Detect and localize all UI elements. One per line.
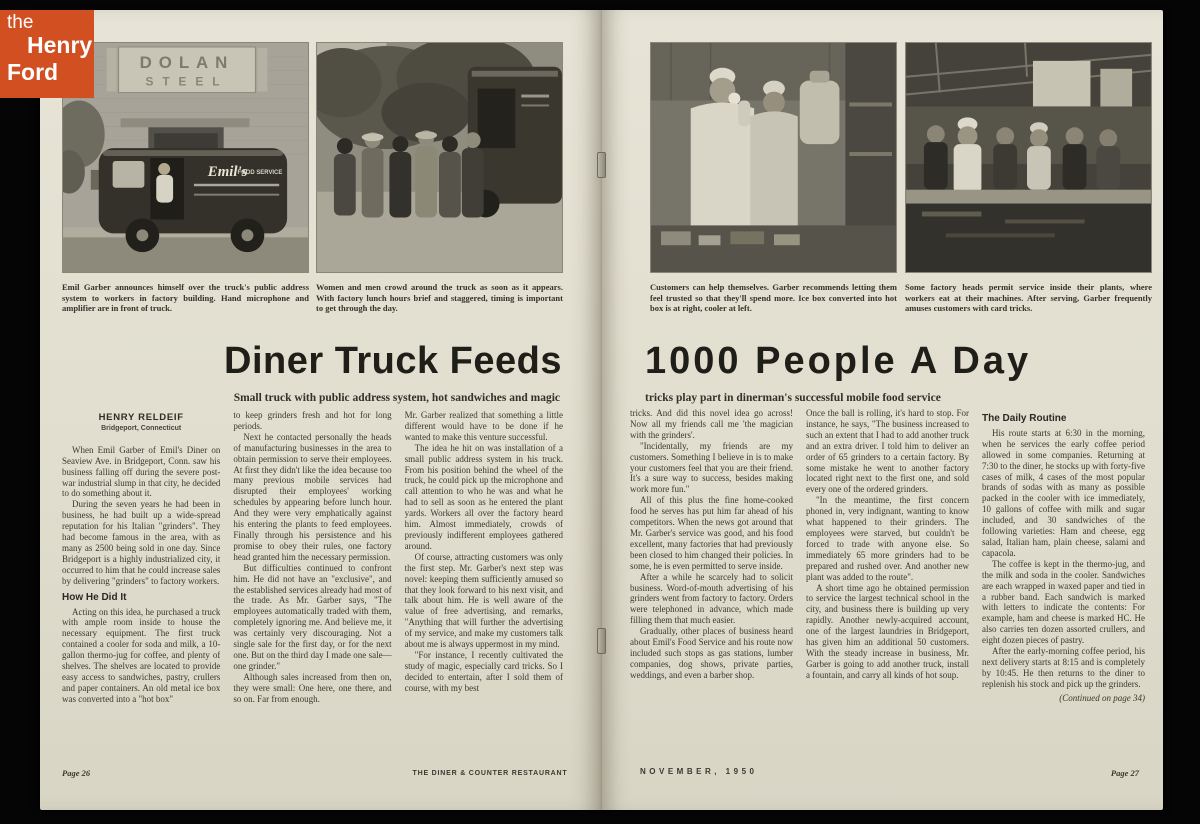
dolan-sign-text: DOLAN	[139, 52, 235, 72]
body-paragraph: All of this plus the fine home-cooked food he serves has put him far ahead of his competitors. When the news got around that Mr. Garber's service was good, and his food excellent, many factories that had previously been closed to him changed their policies. In some, he is even permitted to serve inside.	[630, 495, 793, 571]
body-paragraph: The coffee is kept in the thermo-jug, and the milk and soda in the cooler. Sandwiches are each wrapped in waxed paper and tied in a rubber band. Each sandwich is marked with letters to indicate the contents: For example, ham and cheese is marked HC. He also carries ten dozen assorted crullers, and eight dozen pieces of pastry.	[982, 558, 1145, 646]
henry-ford-logo	[0, 10, 94, 98]
body-paragraph: The idea he hit on was installation of a small public address system in his truck. From his position behind the wheel of the truck, he could pick up the microphone and call attention to who he was and what he had to sell as soon as he entered the plant yards. Workers all over the factory heard him. Almost immediately, crowds of previously indifferent employees gathered around.	[404, 442, 563, 551]
byline-location: Bridgeport, Connecticut	[101, 424, 182, 432]
body-paragraph: But difficulties continued to confront him. He did not have an "exclusive", and the established services already had most of the trade. As Mr. Garber says, "The employees automatically traded with them, completely ignoring me. And believe me, it was certainly very discouraging. Not a single sale for the first day, or for the next one. But on the third day I made one sale—one grinder."	[233, 562, 392, 671]
crowd-truck-illustration	[317, 43, 562, 272]
byline-name: HENRY RELDEIF	[98, 412, 184, 423]
left-column-3	[405, 410, 563, 758]
body-paragraph: Although sales increased from then on, they were small: One here, one there, and so on. Far from enough.	[233, 671, 392, 704]
food-service-truck-text: FOOD SERVICE	[237, 169, 283, 176]
staple-top	[597, 152, 606, 178]
journal-name: THE DINER & COUNTER RESTAURANT	[412, 770, 568, 777]
body-paragraph: Of course, attracting customers was only the first step. Mr. Garber's next step was novel: keeping them sufficiently amused so that they look forward to his next visit, and talk about him. He is well aware of the value of free advertising, and remarks, "Anything that will further the advertising of my service, and make my customers talk about me is always uppermost in my mind.	[404, 551, 563, 650]
issue-date: NOVEMBER, 1950	[640, 767, 758, 776]
logo-text-the: the	[7, 12, 34, 33]
left-page	[40, 10, 602, 810]
caption-photo-4: Some factory heads permit service inside their plants, where workers eat at their machines. After serving, Garber frequently amuses customers with card tricks.	[905, 282, 1152, 313]
body-paragraph: Acting on this idea, he purchased a truck with ample room inside to house the necessary equipment. The first truck contained a cooler for soda and milk, a 10-gallon thermo-jug for coffee, and plenty of shelves. The shelves are located to provide easy access to sandwiches, pastry, crullers and paper containers. An old metal ice box was converted into a "hot box"	[62, 606, 221, 704]
steel-sign-text: STEEL	[145, 74, 229, 89]
photo-truck-outside-factory	[62, 42, 309, 273]
body-paragraph: "Incidentally, my friends are my customers. Something I believe in is to make your customers feel that you are their friend. It's a sure way to success, besides making work more fun."	[630, 440, 793, 495]
headline-right: 1000 People A Day	[645, 340, 1032, 382]
body-paragraph: After the early-morning coffee period, his next delivery starts at 8:15 and is completely by 10:45. He then returns to the diner to replenish his stock and pick up the grinders.	[982, 646, 1145, 689]
continued-note: (Continued on page 34)	[1059, 692, 1145, 703]
subhead-left: Small truck with public address system, hot sandwiches and magic	[233, 392, 560, 404]
right-page-columns	[630, 408, 1145, 764]
photo-customers-self-serve	[650, 42, 897, 273]
body-paragraph: Next he contacted personally the heads of manufacturing businesses in the area to obtain permission to serve their employees. At first they didn't like the idea because too many previous mobile services had disrupted their employees' working schedules by appearing before lunch hour. And they were very emphatically against his entering the plants to feed employees. Finally through his persistence and his promise to obey their rules, one factory head granted him the necessary permission.	[233, 431, 392, 562]
page-number-left: Page 26	[62, 768, 91, 778]
headline-left: Diner Truck Feeds	[224, 340, 562, 382]
self-serve-illustration	[651, 43, 896, 272]
left-page-columns	[62, 410, 563, 758]
column-subhead: How He Did It	[62, 591, 127, 603]
subhead-right: tricks play part in dinerman's successful mobile food service	[645, 392, 941, 404]
body-paragraph: to keep grinders fresh and hot for long periods.	[233, 410, 392, 431]
page-number-right: Page 27	[1110, 768, 1139, 778]
right-column-2	[806, 408, 969, 764]
body-paragraph: When Emil Garber of Emil's Diner on Seaview Ave. in Bridgeport, Conn. saw his business falling off during the severe post-war industrial slump in that city, he decided to do something about it.	[62, 444, 221, 499]
left-column-1	[62, 410, 220, 758]
body-paragraph: During the seven years he had been in business, he had built up a wide-spread reputation for his Italian "grinders". They had become famous in the area, with as many as 2500 being sold in one day. Since Bridgeport is a highly industrialized city, it occurred to him that he could increase sales by delivering "grinders" to factory workers.	[62, 499, 221, 586]
body-paragraph: His route starts at 6:30 in the morning, when he services the early coffee period allowed in some companies. Returning at 7:30 to the diner, he stocks up with forty-five cases of milk, 4 cases of the most popular brands of sodas with as many as possible packed in the cooler with ice immediately, 10 gallons of coffee with milk and sugar included, and 30 sandwiches of the following varieties: Ham and cheese, egg salad, Italian ham, plain cheese, salami and capacola.	[982, 427, 1145, 558]
caption-photo-2: Women and men crowd around the truck as soon as it appears. With factory lunch hours brief and staggered, timing is important to get through the day.	[316, 282, 563, 313]
right-column-3	[982, 408, 1145, 764]
right-column-1	[630, 408, 793, 764]
photo-factory-interior-service	[905, 42, 1152, 273]
body-paragraph: tricks. And did this novel idea go across! Now all my friends call me 'the magician with the grinders'.	[630, 408, 793, 440]
body-paragraph: Gradually, other places of business heard about Emil's Food Service and his route now included such stops as gas stations, lumber companies, dog shows, private parties, weddings, and even a barber shop.	[630, 626, 793, 680]
right-page	[602, 10, 1163, 810]
factory-service-illustration	[906, 43, 1151, 272]
caption-photo-1: Emil Garber announces himself over the truck's public address system to workers in factory building. Hand microphone and amplifier are in front of truck.	[62, 282, 309, 313]
staple-bottom	[597, 628, 606, 654]
left-column-2	[233, 410, 391, 758]
logo-text-henry: Henry	[27, 32, 93, 58]
body-paragraph: A short time ago he obtained permission to service the largest technical school in the city, and business there is building up very rapidly. Another newly-acquired account, one of the largest laundries in Bridgeport, has given him an additional 50 customers. With the steady increase in business, Mr. Garber is going to add another truck, install a fountain, and carry all kinds of hot soup.	[806, 582, 969, 680]
column-subhead: The Daily Routine	[982, 413, 1067, 424]
body-paragraph: After a while he scarcely had to solicit business. Word-of-mouth advertising of his grinders went from factory to factory. Orders were telephoned in advance, which made filling them that much easier.	[630, 571, 793, 626]
truck-factory-illustration	[63, 43, 308, 272]
logo-text-ford: Ford	[7, 59, 59, 85]
body-paragraph: "In the meantime, the first concern phoned in, very indignant, wanting to know what happened to their grinders. The employees were starved, but couldn't be forced to trade with anyone else. So immediately 65 more grinders had to be prepared and rushed over. And another new plant was added to the route".	[806, 495, 969, 582]
caption-photo-3: Customers can help themselves. Garber recommends letting them feel trusted so that they'll spend more. Ice box converted into hot box is at right, cooler at left.	[650, 282, 897, 313]
photo-crowd-around-truck	[316, 42, 563, 273]
body-paragraph: Once the ball is rolling, it's hard to stop. For instance, he says, "The business increased to such an extent that I had to add another truck and an extra driver. I told him to deliver an order of 65 grinders to a certain factory. By some mistake he went to another factory located right next to the first one, and sold every one of the ordered grinders.	[806, 408, 969, 495]
body-paragraph: Mr. Garber realized that something a little different would have to be done if he wanted to make this venture successful.	[404, 410, 563, 442]
emils-truck-text: Emil's	[207, 163, 248, 180]
body-paragraph: "For instance, I recently cultivated the study of magic, especially card tricks. So I decided to entertain, after I sold them of course, with my best	[404, 649, 563, 693]
